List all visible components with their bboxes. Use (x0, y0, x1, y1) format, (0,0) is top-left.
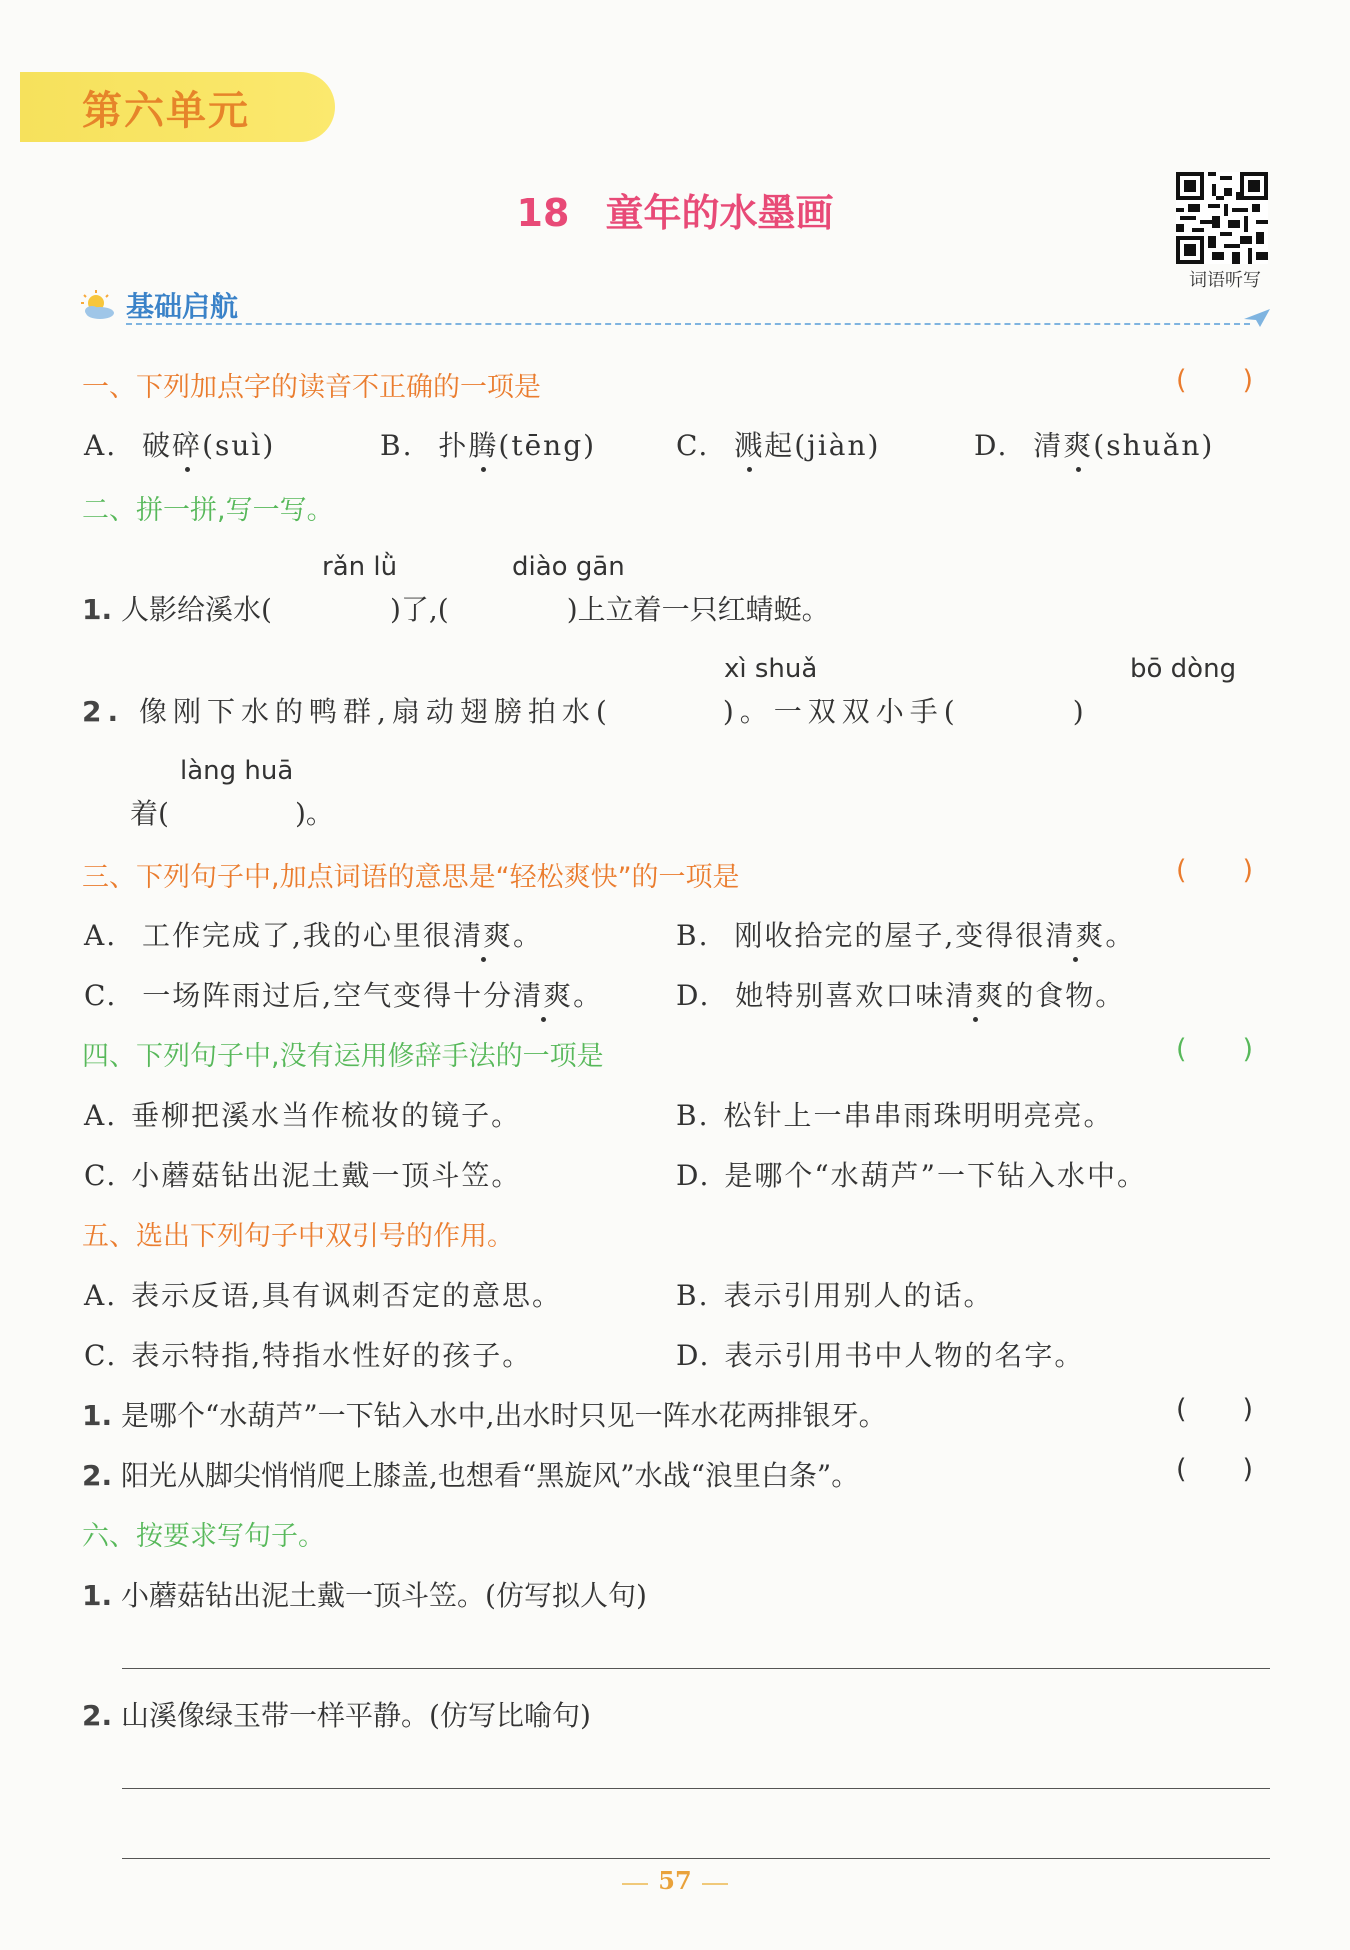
q6-title: 六、按要求写句子。 (82, 1521, 325, 1552)
q4-option-c[interactable]: C. 小蘑菇钻出泥土戴一顶斗笠。 (84, 1159, 522, 1192)
q5-option-b: B. 表示引用别人的话。 (676, 1279, 994, 1312)
q3-option-a[interactable]: A. 工作完成了,我的心里很清爽。 (84, 914, 543, 954)
qr-code-icon (1176, 172, 1268, 264)
q3-option-d[interactable]: D. 她特别喜欢口味清爽的食物。 (676, 974, 1125, 1014)
q5-2-answer-paren[interactable]: () (1176, 1454, 1310, 1485)
q2-1-pinyin-2: diào gān (512, 552, 625, 582)
q5-option-a: A. 表示反语,具有讽刺否定的意思。 (84, 1279, 563, 1312)
paper-plane-icon (1244, 309, 1270, 327)
q4-title: 四、下列句子中,没有运用修辞手法的一项是 (82, 1041, 604, 1072)
section-divider (126, 323, 1250, 325)
q5-1-answer-paren[interactable]: () (1176, 1394, 1310, 1425)
lesson-title (0, 182, 1350, 237)
q2-item-2-cont: 着( )。 (130, 797, 334, 830)
q2-title: 二、拼一拼,写一写。 (82, 495, 334, 526)
q4-option-a[interactable]: A. 垂柳把溪水当作梳妆的镜子。 (84, 1099, 522, 1132)
qr-label: 词语听写 (1189, 270, 1261, 291)
q5-option-d: D. 表示引用书中人物的名字。 (676, 1339, 1085, 1372)
q4-option-d[interactable]: D. 是哪个“水葫芦”一下钻入水中。 (676, 1159, 1147, 1192)
q1-option-c[interactable]: C. 溅起(jiàn) (676, 424, 880, 464)
unit-tab (20, 72, 335, 142)
q5-option-c: C. 表示特指,特指水性好的孩子。 (84, 1339, 533, 1372)
q1-option-d[interactable]: D. 清爽(shuǎn) (974, 424, 1214, 464)
q2-item-2: 2. 像刚下水的鸭群,扇动翅膀拍水( )。一双双小手( ) (82, 695, 1090, 728)
page-number: 57 (658, 1866, 692, 1895)
q1-answer-paren[interactable]: () (1176, 365, 1310, 396)
q3-option-b[interactable]: B. 刚收拾完的屋子,变得很清爽。 (676, 914, 1135, 954)
q4-answer-paren[interactable]: () (1176, 1034, 1310, 1065)
q3-answer-paren[interactable]: () (1176, 855, 1310, 886)
q6-2-answer-line-1[interactable] (122, 1788, 1270, 1789)
lesson-number: 18 (516, 191, 570, 235)
q2-1-pinyin-1: rǎn lǜ (322, 552, 398, 582)
q5-item-1: 1. 是哪个“水葫芦”一下钻入水中,出水时只见一阵水花两排银牙。 (82, 1399, 887, 1432)
q3-title: 三、下列句子中,加点词语的意思是“轻松爽快”的一项是 (82, 862, 740, 893)
q6-item-1: 1. 小蘑菇钻出泥土戴一顶斗笠。(仿写拟人句) (82, 1579, 647, 1612)
q5-item-2: 2. 阳光从脚尖悄悄爬上膝盖,也想看“黑旋风”水战“浪里白条”。 (82, 1459, 860, 1492)
q2-2-pinyin-1: xì shuǎ (724, 654, 818, 684)
q4-option-b[interactable]: B. 松针上一串串雨珠明明亮亮。 (676, 1099, 1114, 1132)
lesson-name: 童年的水墨画 (605, 191, 834, 235)
section-header (80, 285, 1270, 325)
sun-cloud-icon (80, 289, 118, 321)
q6-2-answer-line-2[interactable] (122, 1858, 1270, 1859)
q2-2-pinyin-2: bō dòng (1130, 654, 1237, 684)
q5-title: 五、选出下列句子中双引号的作用。 (82, 1221, 514, 1252)
q3-option-c[interactable]: C. 一场阵雨过后,空气变得十分清爽。 (84, 974, 603, 1014)
q1-option-b[interactable]: B. 扑腾(tēng) (380, 424, 596, 464)
q2-item-1: 1. 人影给溪水( )了,( )上立着一只红蜻蜓。 (82, 593, 830, 626)
q1-option-a[interactable]: A. 破碎(suì) (84, 424, 275, 464)
q6-1-answer-line[interactable] (122, 1668, 1270, 1669)
q1-title: 一、下列加点字的读音不正确的一项是 (82, 372, 541, 403)
unit-label: 第六单元 (82, 86, 250, 134)
q2-2-pinyin-3: làng huā (180, 756, 294, 786)
section-title: 基础启航 (126, 290, 239, 323)
q6-item-2: 2. 山溪像绿玉带一样平静。(仿写比喻句) (82, 1699, 591, 1732)
